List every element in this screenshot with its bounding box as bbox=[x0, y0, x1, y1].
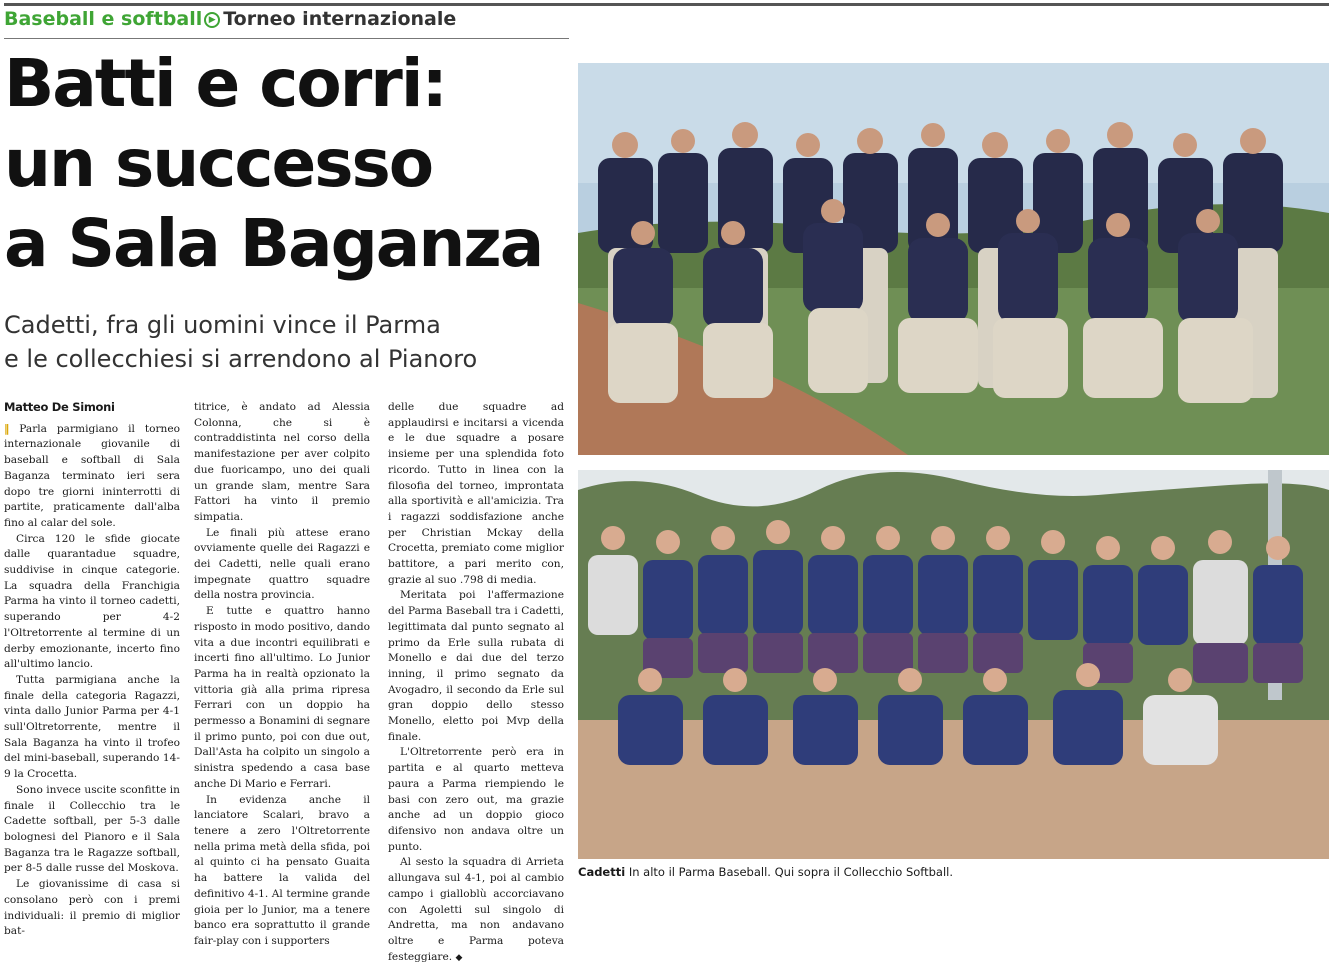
paragraph: Le finali più attese erano ovviamente quelle dei Ragazzi e dei Cadetti, nelle quali erano impegnate quattro squadre della nostra provincia. bbox=[194, 526, 370, 602]
section-kicker bbox=[4, 8, 456, 30]
topic-label: Torneo internazionale bbox=[223, 8, 457, 30]
paragraph: E tutte e quattro hanno risposto in modo positivo, dando vita a due incontri equilibrati e incerti fino all'ultimo. Lo Junior Parma ha in realtà opzionato la vittoria già alla prima ripresa Ferrari con un doppio ha permesso a Bonamini di segnare il primo punto, poi con due out, Dall'Asta ha colpito un singolo a sinistra spedendo a casa base anche Di Mario e Ferrari. bbox=[194, 605, 370, 790]
article-column-1 bbox=[4, 400, 180, 940]
kicker-rule bbox=[4, 38, 569, 39]
paragraph: Al sesto la squadra di Arrieta allungava sul 4-1, poi al cambio campo i gialloblù accorciavano con Agoletti sul singolo di Andretta, ma non andavano oltre e Parma poteva festeggiare. ◆ bbox=[388, 856, 564, 963]
section-label: Baseball e softball bbox=[4, 8, 203, 30]
paragraph: ‖ Parla parmigiano il torneo internazionale giovanile di baseball e softball di Sala Baganza terminato ieri sera dopo tre giorni ininterrotti di partite, praticamente dall'alba fino al calar del sole. bbox=[4, 422, 180, 529]
players-back-row bbox=[598, 148, 1283, 253]
photo-parma-baseball bbox=[578, 63, 1329, 455]
headline-line: Batti e corri: bbox=[4, 45, 446, 122]
article-column-2 bbox=[194, 400, 370, 950]
end-mark-icon: ◆ bbox=[455, 952, 463, 963]
paragraph: In evidenza anche il lanciatore Scalari, bravo a tenere a zero l'Oltretorrente nella prima metà della sfida, poi al quinto ci ha pensato Guaita ha battere la valida del definitivo 4-1. Al termine grande gioia per lo Junior, ma a tenere banco era soprattutto il grande fair-play con i supporters bbox=[194, 793, 370, 947]
paragraph: delle due squadre ad applaudirsi e incitarsi a vicenda e le due squadre a posare insieme per una splendida foto ricordo. Tutto in linea con la filosofia del torneo, improntata alla sportività e all'amicizia. Tra i ragazzi soddisfazione anche per Christian Mckay della Crocetta, premiato come miglior battitore, a pari merito con, grazie al suo .798 di media. bbox=[388, 401, 564, 586]
photo-collecchio-softball bbox=[578, 470, 1329, 859]
caption-label: Cadetti bbox=[578, 865, 626, 879]
paragraph: Tutta parmigiana anche la finale della categoria Ragazzi, vinta dallo Junior Parma per 4-1 sull'Oltretorrente, mentre il Sala Baganza ha vinto il trofeo del mini-baseball, superando 14-9 la Crocetta. bbox=[4, 673, 180, 781]
headline-line: un successo bbox=[4, 125, 433, 202]
subhead-line: e le collecchiesi si arrendono al Pianoro bbox=[4, 345, 478, 373]
subhead-line: Cadetti, fra gli uomini vince il Parma bbox=[4, 311, 441, 339]
paragraph: Le giovanissime di casa si consolano però con i premi individuali: il premio di miglior bat- bbox=[4, 878, 180, 938]
headline-line: a Sala Baganza bbox=[4, 205, 543, 282]
article-column-3 bbox=[388, 400, 564, 966]
caption-text: In alto il Parma Baseball. Qui sopra il Collecchio Softball. bbox=[628, 865, 954, 879]
subheadline bbox=[4, 308, 574, 376]
paragraph: Meritata poi l'affermazione del Parma Baseball tra i Cadetti, legittimata dal punto segnato al primo da Erle sulla rubata di Monello e dai due del terzo inning, il primo segnato da Avogadro, il secondo da Erle sul gran doppio dello stesso Monello, eletto poi Mvp della finale. bbox=[388, 589, 564, 743]
lead-marker-icon: ‖ bbox=[4, 422, 10, 435]
top-rule bbox=[4, 3, 1329, 6]
byline: Matteo De Simoni bbox=[4, 400, 115, 414]
photo-caption bbox=[578, 865, 953, 879]
paragraph: Circa 120 le sfide giocate dalle quarantadue squadre, suddivise in cinque categorie. La squadra della Franchigia Parma ha vinto il torneo cadetti, superando per 4-2 l'Oltretorrente al termine di un derby emozionante, incerto fino all'ultimo lancio. bbox=[4, 532, 180, 671]
paragraph: titrice, è andato ad Alessia Colonna, che si è contraddistinta nel corso della manifestazione per aver colpito due fuoricampo, uno dei quali un grande slam, mentre Sara Fattori ha vinto il premio simpatia. bbox=[194, 401, 370, 523]
paragraph: L'Oltretorrente però era in partita e al quarto metteva paura a Parma riempiendo le basi con zero out, ma grazie anche ad un doppio gioco difensivo non andava oltre un punto. bbox=[388, 746, 564, 853]
paragraph: Sono invece uscite sconfitte in finale il Collecchio tra le Cadette softball, per 5-3 dalle bolognesi del Pianoro e il Sala Baganza tra le Ragazze softball, per 8-5 dalle russe del Moskova. bbox=[4, 783, 180, 875]
headline bbox=[4, 44, 574, 284]
chevron-right-icon: ▶ bbox=[204, 12, 220, 28]
